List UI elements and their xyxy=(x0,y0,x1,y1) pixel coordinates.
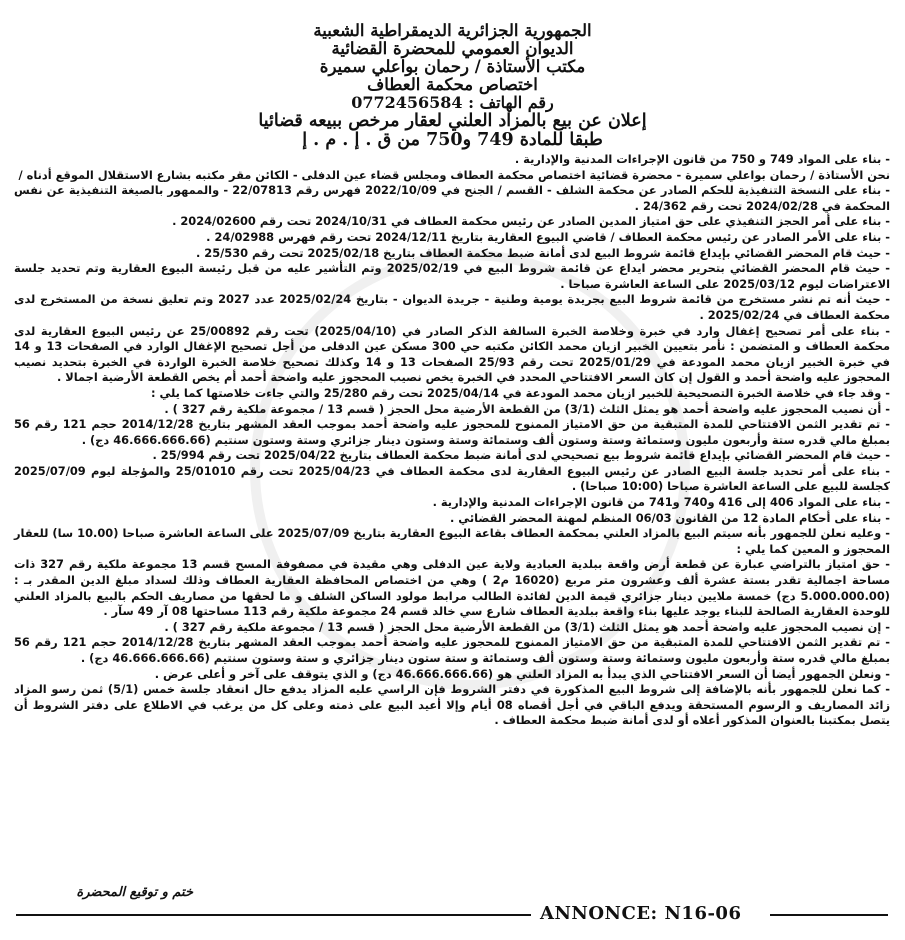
bailiff-office: مكتب الأستاذة / رحمان بواعلي سميرة xyxy=(319,57,586,76)
paragraph: - حيث قام المحضر القضائي بإيداع قائمة شروط بيع تصحيحي لدى أمانة ضبط محكمة العطاف بتاريخ 2025/04/22 تحت رقم 25/994 . xyxy=(152,448,890,463)
announcement-subtitle: طبقا للمادة 749 و750 من ق . إ . م . إ xyxy=(302,130,603,150)
paragraph: - حيث أنه تم نشر مستخرج من قائمة شروط البيع بجريدة يومية وطنية - جريدة الديوان - بتاريخ 2025/02/24 عدد 2027 وتم تعليق نسخة من المستخرج لدى محكمة العطاف في 2025/02/24 . xyxy=(14,292,890,322)
paragraph: - كما نعلن للجمهور بأنه بالإضافة إلى شروط البيع المذكورة في دفتر الشروط فإن الراسي عليه المزاد يدفع حال انعقاد جلسة خمس (5/1) ثمن رسو المزاد زائد المصاريف و الرسوم المستحقة ويدفع الباقي في أجل أقصاه 08 أيام وإلا أعيد البيع على ذمته وعلى كل من يرغب في الاطلاع على دفتر الشروط أن يتصل بمكتبنا بالعنوان المذكور أعلاه أو لدى أمانة ضبط محكمة العطاف . xyxy=(14,682,890,728)
paragraph: - تم تقدير الثمن الافتتاحي للمدة المتبقية من حق الامتياز الممنوح للمحجوز عليه واضحة أحمد بموجب العقد المشهر بتاريخ 2014/12/28 حجم 121 رقم 56 بمبلغ مالي قدره ستة وأربعون مليون وستمائة وستة وستون ألف وستمائة وستة وستون دينار جزائري وستة وستون سنتيم (46.666.666.66 دج) . xyxy=(14,417,890,447)
paragraph: - وقد جاء في خلاصة الخبرة التصحيحية للخبير ازيان محمد المودعة في 2025/04/14 تحت رقم 25/280 والتي جاءت خلاصتها كما يلي : xyxy=(150,385,890,400)
paragraph: - أن نصيب المحجوز عليه واضحة أحمد هو يمثل الثلث (3/1) من القطعة الأرضية محل الحجز ( قسم 13 / مجموعة ملكية رقم 327 ) . xyxy=(164,401,890,416)
announcement-title: إعلان عن بيع بالمزاد العلني لعقار مرخص ببيعه قضائيا xyxy=(258,111,647,131)
paragraph: - إن نصيب المحجوز عليه واضحة أحمد هو يمثل الثلث (3/1) من القطعة الأرضية محل الحجز ( قسم 13 / مجموعة ملكية رقم 327 ) . xyxy=(164,619,890,634)
paragraph: - حيث قام المحضر القضائي بتحرير محضر ايداع عن قائمة شروط البيع في 2025/02/19 وتم التأشير عليه من قبل رئيسة البيوع العقارية وتم تحديد جلسة الاعتراضات ليوم 2025/03/12 على الساعة العاشرة صباحا . xyxy=(14,261,891,291)
phone-number: رقم الهاتف : 0772456584 xyxy=(351,93,554,112)
paragraph: - بناء على النسخة التنفيذية للحكم الصادر عن محكمة الشلف - القسم / الجنح في 2022/10/09 فهرس رقم 22/07813 - والممهور بالصيغة التنفيذية عن نفس المحكمة في 2024/02/28 تحت رقم 24/362 . xyxy=(14,183,890,213)
paragraph: - بناء على أمر الحجز التنفيذي على حق امتياز المدين الصادر عن رئيس محكمة العطاف في 2024/10/31 تحت رقم 2024/02600 . xyxy=(172,214,890,229)
signature-label: ختم و توقيع المحضرة xyxy=(76,885,193,900)
announcement-body xyxy=(14,152,890,729)
divider-line xyxy=(16,914,531,916)
paragraph: - حيث قام المحضر القضائي بإيداع قائمة شروط البيع لدى أمانة ضبط محكمة العطاف بتاريخ 2025/02/18 تحت رقم 25/530 . xyxy=(195,245,890,260)
paragraph: - بناء على أحكام المادة 12 من القانون 06/03 المنظم لمهنة المحضر القضائي . xyxy=(450,510,890,525)
document-footer xyxy=(0,880,905,940)
office-heading: الديوان العمومي للمحضرة القضائية xyxy=(331,39,574,58)
paragraph: - بناء على الأمر الصادر عن رئيس محكمة العطاف / قاضي البيوع العقارية بتاريخ 2024/12/11 تحت رقم فهرس 24/02988 . xyxy=(206,229,890,244)
paragraph: - تم تقدير الثمن الافتتاحي للمدة المتبقية من حق الامتياز الممنوح للمحجوز عليه واضحة أحمد بموجب العقد المشهر بتاريخ 2014/12/28 حجم 121 رقم 56 بمبلغ مالي قدره ستة وأربعون مليون وستمائة وستة وستون ألف وستمائة و ستة ستون دينار جزائري و ستة وستون سنتيم (46.666.666.66 دج) . xyxy=(14,635,890,665)
paragraph: نحن الأستاذة / رحمان بواعلي سميرة - محضرة قضائية اختصاص محكمة العطاف ومجلس قضاء عين الدفلى - الكائن مقر مكتبه بشارع الاستقلال الموقع أدناه / xyxy=(18,167,890,182)
paragraph: - بناء على أمر تحديد جلسة البيع الصادر عن رئيس البيوع العقارية لدى محكمة العطاف في 2025/04/23 تحت رقم 25/01010 والمؤجلة ليوم 2025/07/09 كجلسة للبيع على الساعة العاشرة صباحا (10:00 صباحا) . xyxy=(14,463,890,494)
paragraph: - حق امتياز بالتراضي عبارة عن قطعة أرض واقعة ببلدية العبادية ولاية عين الدفلى وهي مقيدة في مصفوفة المسح قسم 13 مجموعة ملكية رقم 327 ذات مساحة اجمالية تقدر بستة عشرة ألف وعشرون متر مربع (16020 م2 ) وهي من اختصاص المحافظة العقارية العطاف وذلك لسداد مبلغ الدين المقدر بـ : (5.000.000.00 دج) خمسة ملايين دينار جزائري قيمة الدين لفائدة الطالب مرابط مولود الساكن الشلف و ما لحقها من مصاريف الحكم بالبيع بالمزاد العلني للوحدة العقارية الصالحة للبناء يوجد عليها بناء واقعة ببلدية العطاف شارع سي خالد قسم 24 مجموعة ملكية رقم 113 مساحتها 08 آر 49 سآر . xyxy=(14,557,890,619)
paragraph: - وعليه نعلن للجمهور بأنه سيتم البيع بالمزاد العلني بمحكمة العطاف بقاعة البيوع العقارية بتاريخ 2025/07/09 على الساعة العاشرة صباحا (10.00 سا) للعقار المحجوز و المعين كما يلي : xyxy=(14,526,891,556)
jurisdiction: اختصاص محكمة العطاف xyxy=(367,75,538,94)
divider-line xyxy=(770,914,888,916)
document-header xyxy=(0,22,905,150)
paragraph: - بناء على أمر تصحيح إغفال وارد في خبرة وخلاصة الخبرة السالفة الذكر الصادر في (2025/04/10) تحت رقم 25/00892 عن رئيس البيوع العقارية لدى محكمة العطاف و المتضمن : نأمر بتعيين الخبير ازيان محمد الكائن مكتبه حي 300 مسكن عين الدفلى من أجل تصحيح الإغفال الوارد في الصفحات 13 و 14 في خبرة الخبير ازيان محمد المودعة في 2025/01/29 تحت رقم 25/93 الصفحات 13 و 14 وكذلك تصحيح خلاصة الخبرة الواردة في الخبرة بتحديد نصيب المحجوز عليه واضحة أحمد و القول إن كان السعر الافتتاحي المحدد في الخبرة يخص نصيب المحجوز عليه واضحة أحمد أم يخص القطعة الأرضية اجمالا . xyxy=(14,323,891,385)
republic-heading: الجمهورية الجزائرية الديمقراطية الشعبية xyxy=(313,21,592,40)
paragraph: - ونعلن الجمهور أيضا أن السعر الافتتاحي الذي يبدأ به المزاد العلني هو (46.666.666.66 دج) و الذي يتوقف على آخر و أعلى عرض . xyxy=(154,666,890,681)
paragraph: - بناء على المواد 406 إلى 416 و740 و741 من قانون الإجراءات المدنية والإدارية . xyxy=(432,495,890,510)
announcement-number: ANNONCE: N16-06 xyxy=(540,903,742,924)
paragraph: - بناء على المواد 749 و 750 من قانون الإجراءات المدنية والإدارية . xyxy=(514,152,890,166)
